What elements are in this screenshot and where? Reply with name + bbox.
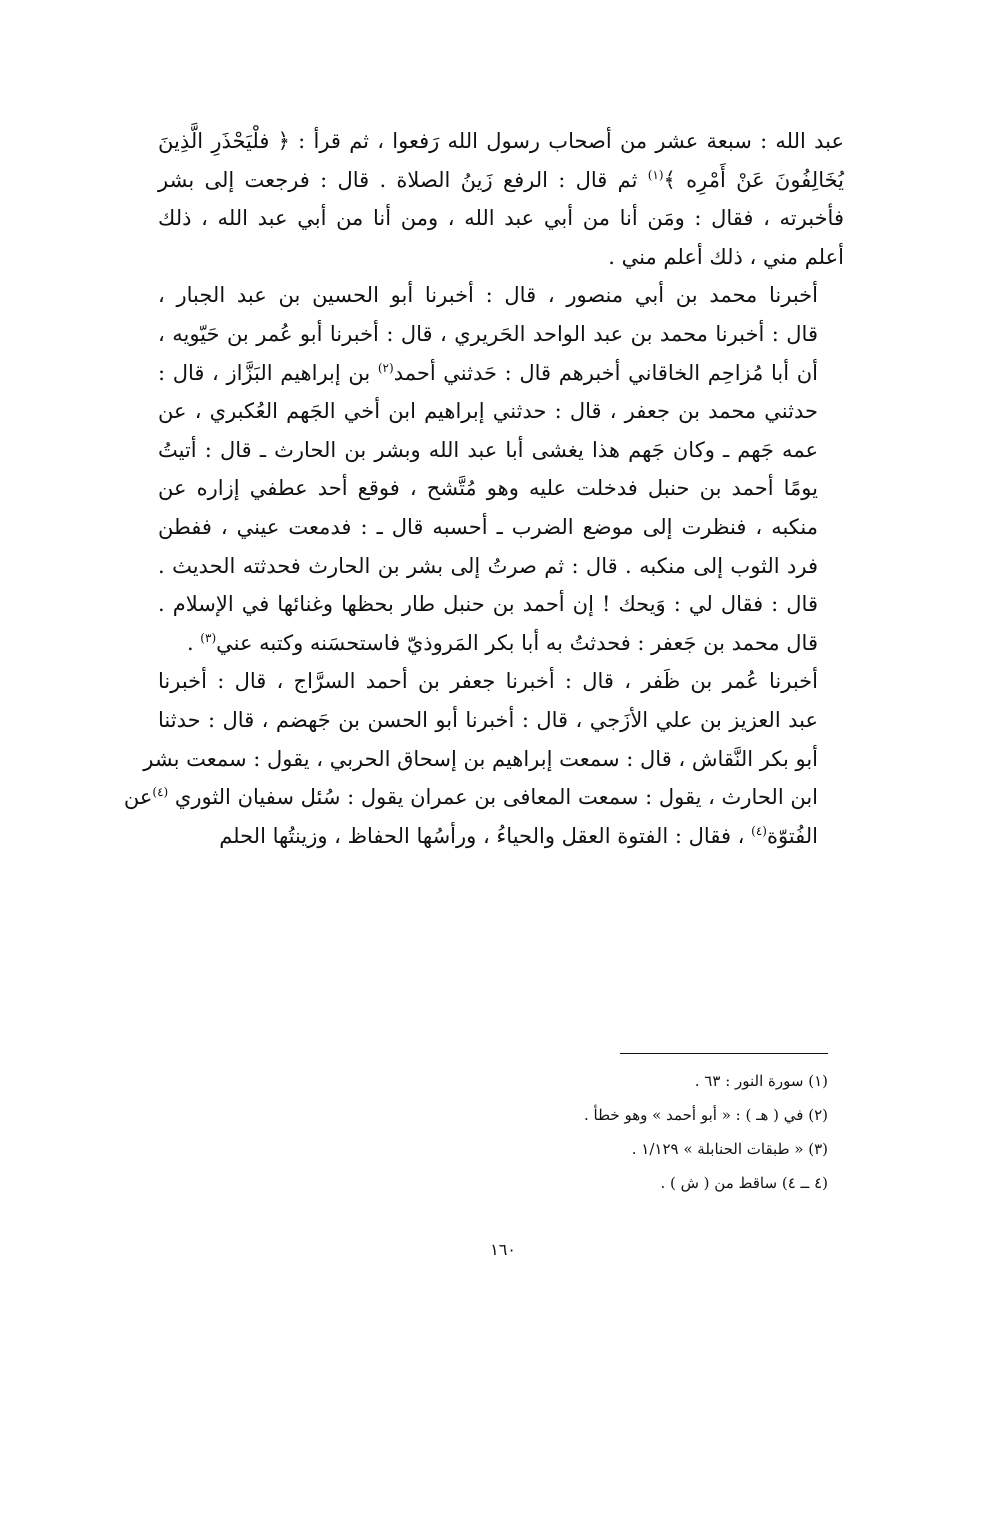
text-line: يُخَالِفُونَ عَنْ أَمْرِه ﴾$^{(١)}$ ثم قال : الرفع زَينُ الصلاة . قال : فرجعت إلى بشر: [158, 167, 844, 192]
text-line: عبد الله : سبعة عشر من أصحاب رسول الله رَفعوا ، ثم قرأ : ﴿ فلْيَحْذَرِ الَّذِينَ: [158, 129, 844, 153]
text-line: أخبرنا عُمر بن ظَفر ، قال : أخبرنا جعفر بن أحمد السرَّاج ، قال : أخبرنا: [158, 669, 818, 694]
text-line: الفُتوّة$^{(٤)}$ ، فقال : الفتوة العقل والحياءُ ، ورأسُها الحفاظ ، وزينتُها الحلم: [219, 823, 818, 848]
paragraph: [158, 122, 844, 276]
text-line: ابن الحارث ، يقول : سمعت المعافى بن عمران يقول : سُئل سفيان الثوري $^{(٤)}$عن: [123, 785, 818, 810]
page-number: ١٦٠: [490, 1240, 516, 1259]
footnote: (٢) في ( هـ ) : « أبو أحمد » وهو خطأ .: [584, 1106, 828, 1124]
text-line: أعلم مني ، ذلك أعلم مني .: [608, 244, 844, 269]
footnote: (٤ ــ ٤) ساقط من ( ش ) .: [660, 1174, 828, 1192]
text-line: أن أبا مُزاحِم الخاقاني أخبرهم قال : حَدثني أحمد$^{(٢)}$ بن إبراهيم البَزَّاز ، قال :: [158, 360, 818, 385]
text-line: أبو بكر النَّقاش ، قال : سمعت إبراهيم بن إسحاق الحربي ، يقول : سمعت بشر: [143, 746, 818, 771]
footnote-divider: [620, 1053, 828, 1054]
text-line: يومًا أحمد بن حنبل فدخلت عليه وهو مُتَّشح ، فوقع أحد عطفي إزاره عن: [158, 476, 818, 501]
text-line: حدثني محمد بن جعفر ، قال : حدثني إبراهيم ابن أخي الجَهم العُكبري ، عن: [158, 399, 818, 424]
text-line: فرد الثوب إلى منكبه . قال : ثم صرتُ إلى بشر بن الحارث فحدثته الحديث .: [158, 553, 818, 578]
text-line: أخبرنا محمد بن أبي منصور ، قال : أخبرنا أبو الحسين بن عبد الجبار ،: [158, 283, 818, 308]
text-line: منكبه ، فنظرت إلى موضع الضرب ـ أحسبه قال ـ : فدمعت عيني ، ففطن: [158, 514, 818, 539]
footnote: (١) سورة النور : ٦٣ .: [694, 1072, 828, 1090]
text-line: قال : أخبرنا محمد بن عبد الواحد الحَريري ، قال : أخبرنا أبو عُمر بن حَيّويه ،: [158, 321, 818, 346]
footnote: (٣) « طبقات الحنابلة » ١/١٢٩ .: [631, 1140, 828, 1158]
main-text: [123, 122, 844, 855]
text-line: قال : فقال لي : وَيحك ! إن أحمد بن حنبل طار بحظها وغنائها في الإسلام .: [158, 592, 818, 617]
text-line: فأخبرته ، فقال : ومَن أنا من أبي عبد الله ، ومن أنا من أبي عبد الله ، ذلك: [158, 206, 844, 231]
text-line: عبد العزيز بن علي الأزَجي ، قال : أخبرنا أبو الحسن بن جَهضم ، قال : حدثنا: [158, 707, 818, 732]
paragraph: [158, 276, 844, 662]
text-line: قال محمد بن جَعفر : فحدثتُ به أبا بكر المَروذيّ فاستحسَنه وكتبه عني$^{(٣)}$ .: [186, 630, 818, 655]
paragraph: [123, 662, 844, 855]
footnotes: [408, 1064, 828, 1200]
text-line: عمه جَهم ـ وكان جَهم هذا يغشى أبا عبد الله وبشر بن الحارث ـ قال : أتيتُ: [158, 437, 818, 462]
